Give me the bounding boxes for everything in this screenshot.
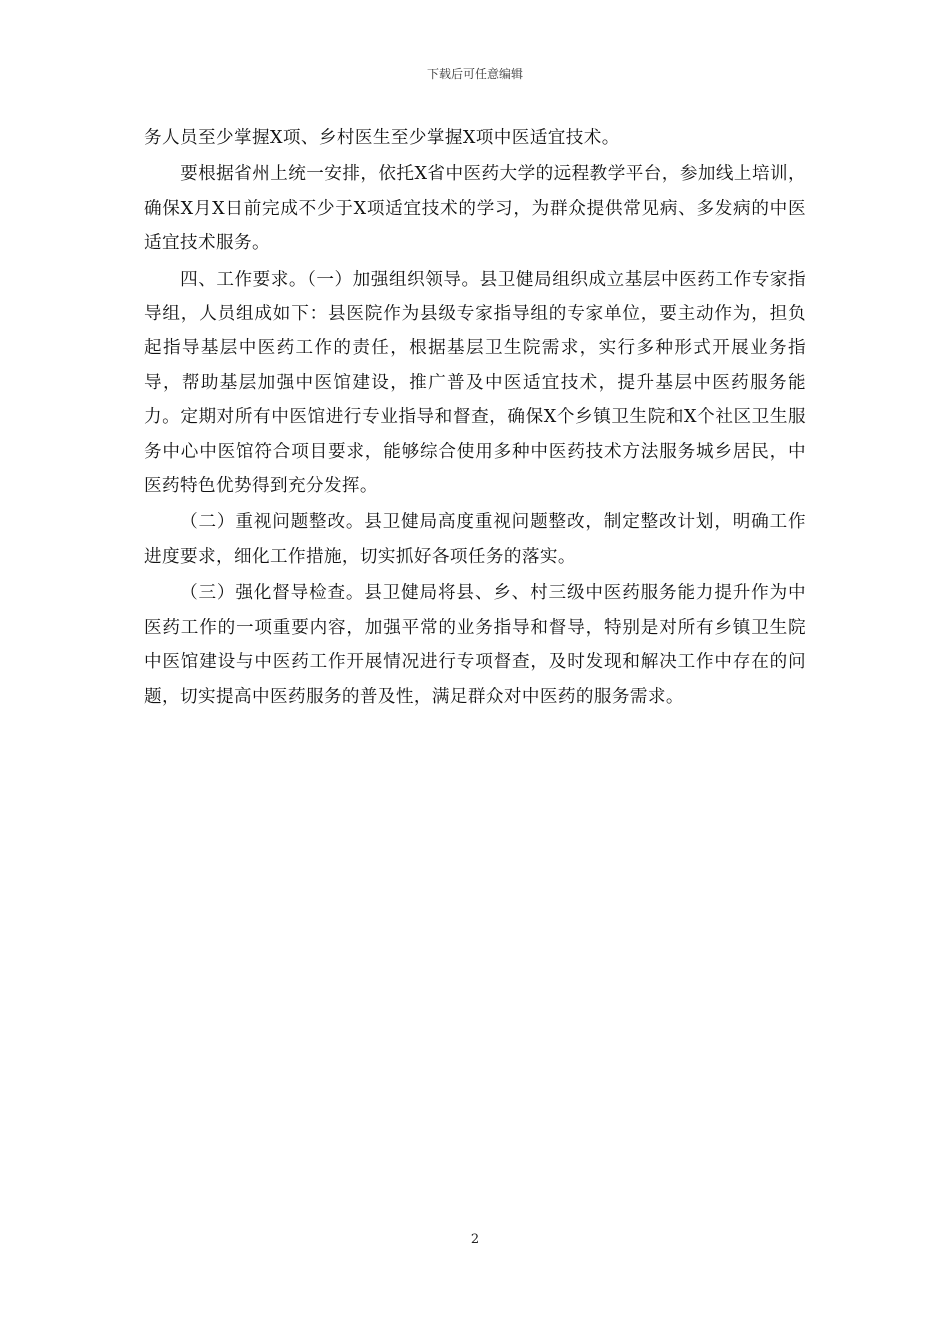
paragraph-continuation: 务人员至少掌握X项、乡村医生至少掌握X项中医适宜技术。 [144,128,620,148]
paragraph-rectification: （二）重视问题整改。县卫健局高度重视问题整改，制定整改计划，明确工作进度要求，细化工作措施，切实抓好各项任务的落实。 [144,512,806,567]
paragraph-online-training: 要根据省州上统一安排，依托X省中医药大学的远程教学平台，参加线上培训，确保X月X日前完成不少于X项适宜技术的学习，为群众提供常见病、多发病的中医适宜技术服务。 [144,164,806,254]
paragraph-work-requirements: 四、工作要求。（一）加强组织领导。县卫健局组织成立基层中医药工作专家指导组，人员组成如下：县医院作为县级专家指导组的专家单位，要主动作为，担负起指导基层中医药工作的责任，根据基层卫生院需求，实行多种形式开展业务指导，帮助基层加强中医馆建设，推广普及中医适宜技术，提升基层中医药服务能力。定期对所有中医馆进行专业指导和督查，确保X个乡镇卫生院和X个社区卫生服务中心中医馆符合项目要求，能够综合使用多种中医药技术方法服务城乡居民，中医药特色优势得到充分发挥。 [144,269,806,497]
page-number: 2 [470,1232,480,1247]
page-header-note: 下载后可任意编辑 [426,67,523,81]
paragraph-supervision: （三）强化督导检查。县卫健局将县、乡、村三级中医药服务能力提升作为中医药工作的一项重要内容，加强平常的业务指导和督导，特别是对所有乡镇卫生院中医馆建设与中医药工作开展情况进行专项督查，及时发现和解决工作中存在的问题，切实提高中医药服务的普及性，满足群众对中医药的服务需求。 [144,583,806,707]
document-body [144,121,806,714]
